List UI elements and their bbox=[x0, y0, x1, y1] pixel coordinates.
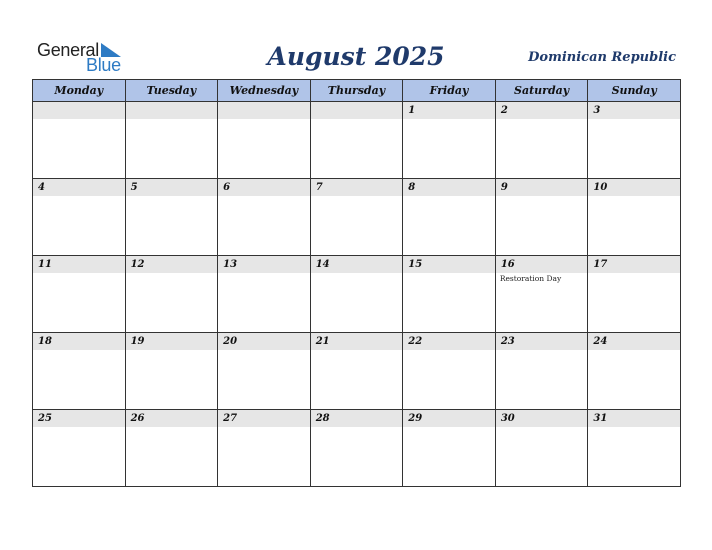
weekday-header: Saturday bbox=[495, 80, 588, 102]
country-name: Dominican Republic bbox=[528, 50, 676, 65]
week-row bbox=[33, 102, 681, 179]
day-cell bbox=[403, 102, 496, 179]
day-cell bbox=[495, 179, 588, 256]
day-cell bbox=[310, 333, 403, 410]
day-number-bar bbox=[126, 256, 218, 273]
day-number: 10 bbox=[593, 182, 608, 193]
day-number: 5 bbox=[130, 182, 138, 193]
page-title: August 2025 bbox=[267, 42, 445, 71]
day-number: 21 bbox=[315, 336, 330, 347]
day-number-bar bbox=[126, 102, 218, 119]
day-number-bar bbox=[496, 333, 588, 350]
day-number: 25 bbox=[38, 413, 52, 424]
day-cell bbox=[125, 179, 218, 256]
day-cell bbox=[218, 102, 311, 179]
day-number: 8 bbox=[408, 182, 416, 193]
day-number-bar bbox=[588, 333, 680, 350]
day-number: 16 bbox=[500, 259, 515, 270]
day-number: 30 bbox=[500, 413, 515, 424]
day-number-bar bbox=[218, 102, 310, 119]
day-number-bar bbox=[588, 256, 680, 273]
day-number: 7 bbox=[315, 182, 323, 193]
day-number: 17 bbox=[593, 259, 608, 270]
weekday-header: Friday bbox=[403, 80, 496, 102]
day-cell bbox=[125, 256, 218, 333]
day-cell bbox=[588, 410, 681, 487]
day-number-bar bbox=[311, 102, 403, 119]
day-cell bbox=[218, 333, 311, 410]
day-number: 13 bbox=[223, 259, 238, 270]
day-number-bar bbox=[33, 256, 125, 273]
day-number-bar bbox=[496, 410, 588, 427]
day-number-bar bbox=[496, 102, 588, 119]
day-cell bbox=[125, 410, 218, 487]
day-number-bar bbox=[496, 256, 588, 273]
day-number-bar bbox=[218, 410, 310, 427]
day-number-bar bbox=[588, 410, 680, 427]
day-number-bar bbox=[311, 333, 403, 350]
day-number-bar bbox=[126, 179, 218, 196]
week-row bbox=[33, 333, 681, 410]
day-number: 12 bbox=[130, 259, 145, 270]
day-number: 9 bbox=[500, 182, 508, 193]
day-cell bbox=[495, 256, 588, 333]
weekday-header: Wednesday bbox=[218, 80, 311, 102]
day-cell bbox=[310, 256, 403, 333]
day-number-bar bbox=[496, 179, 588, 196]
day-number-bar bbox=[588, 102, 680, 119]
day-cell bbox=[310, 410, 403, 487]
weekday-header: Thursday bbox=[310, 80, 403, 102]
week-row bbox=[33, 256, 681, 333]
day-cell bbox=[310, 179, 403, 256]
day-number-bar bbox=[218, 333, 310, 350]
day-cell bbox=[495, 333, 588, 410]
week-row bbox=[33, 179, 681, 256]
day-number: 4 bbox=[38, 182, 45, 193]
week-row bbox=[33, 410, 681, 487]
weekday-header: Sunday bbox=[588, 80, 681, 102]
day-cell bbox=[33, 256, 126, 333]
day-number: 11 bbox=[38, 259, 52, 270]
logo-general-text: General bbox=[37, 40, 99, 60]
weekday-header: Monday bbox=[33, 80, 126, 102]
day-cell bbox=[218, 179, 311, 256]
day-cell bbox=[588, 179, 681, 256]
day-number: 15 bbox=[408, 259, 423, 270]
day-cell bbox=[588, 256, 681, 333]
day-number-bar bbox=[33, 102, 125, 119]
day-number-bar bbox=[218, 179, 310, 196]
day-number-bar bbox=[33, 179, 125, 196]
day-number: 26 bbox=[130, 413, 145, 424]
day-number-bar bbox=[33, 410, 125, 427]
day-cell bbox=[33, 102, 126, 179]
day-cell bbox=[403, 410, 496, 487]
day-cell bbox=[125, 333, 218, 410]
day-number-bar bbox=[403, 256, 495, 273]
calendar-grid bbox=[32, 79, 681, 487]
day-cell bbox=[403, 333, 496, 410]
day-number: 22 bbox=[408, 336, 423, 347]
day-number-bar bbox=[403, 102, 495, 119]
day-cell bbox=[218, 256, 311, 333]
day-cell bbox=[588, 333, 681, 410]
day-number: 19 bbox=[130, 336, 145, 347]
day-cell bbox=[310, 102, 403, 179]
day-number: 27 bbox=[223, 413, 238, 424]
day-number-bar bbox=[126, 333, 218, 350]
day-cell bbox=[495, 410, 588, 487]
day-cell bbox=[403, 179, 496, 256]
day-number: 23 bbox=[500, 336, 515, 347]
day-cell bbox=[125, 102, 218, 179]
day-number: 3 bbox=[593, 105, 601, 116]
holiday-label: Restoration Day bbox=[499, 274, 562, 283]
day-number-bar bbox=[588, 179, 680, 196]
day-number-bar bbox=[33, 333, 125, 350]
day-number-bar bbox=[403, 179, 495, 196]
day-number: 2 bbox=[500, 105, 508, 116]
day-number-bar bbox=[218, 256, 310, 273]
day-cell bbox=[218, 410, 311, 487]
day-cell bbox=[495, 102, 588, 179]
day-cell bbox=[588, 102, 681, 179]
day-cell bbox=[33, 410, 126, 487]
day-number: 29 bbox=[408, 413, 423, 424]
day-number-bar bbox=[311, 410, 403, 427]
day-number-bar bbox=[403, 410, 495, 427]
day-number: 20 bbox=[223, 336, 238, 347]
day-number-bar bbox=[403, 333, 495, 350]
day-number-bar bbox=[311, 179, 403, 196]
weekday-header-row bbox=[33, 80, 681, 102]
day-number: 14 bbox=[315, 259, 330, 270]
day-cell bbox=[403, 256, 496, 333]
day-number: 1 bbox=[408, 105, 416, 116]
day-cell bbox=[33, 333, 126, 410]
day-number: 28 bbox=[315, 413, 330, 424]
day-number-bar bbox=[311, 256, 403, 273]
day-number: 24 bbox=[593, 336, 608, 347]
day-cell bbox=[33, 179, 126, 256]
weekday-header: Tuesday bbox=[125, 80, 218, 102]
day-number-bar bbox=[126, 410, 218, 427]
logo-blue-text: Blue bbox=[86, 55, 121, 75]
day-number: 31 bbox=[593, 413, 608, 424]
day-number: 18 bbox=[38, 336, 52, 347]
day-number: 6 bbox=[223, 182, 231, 193]
